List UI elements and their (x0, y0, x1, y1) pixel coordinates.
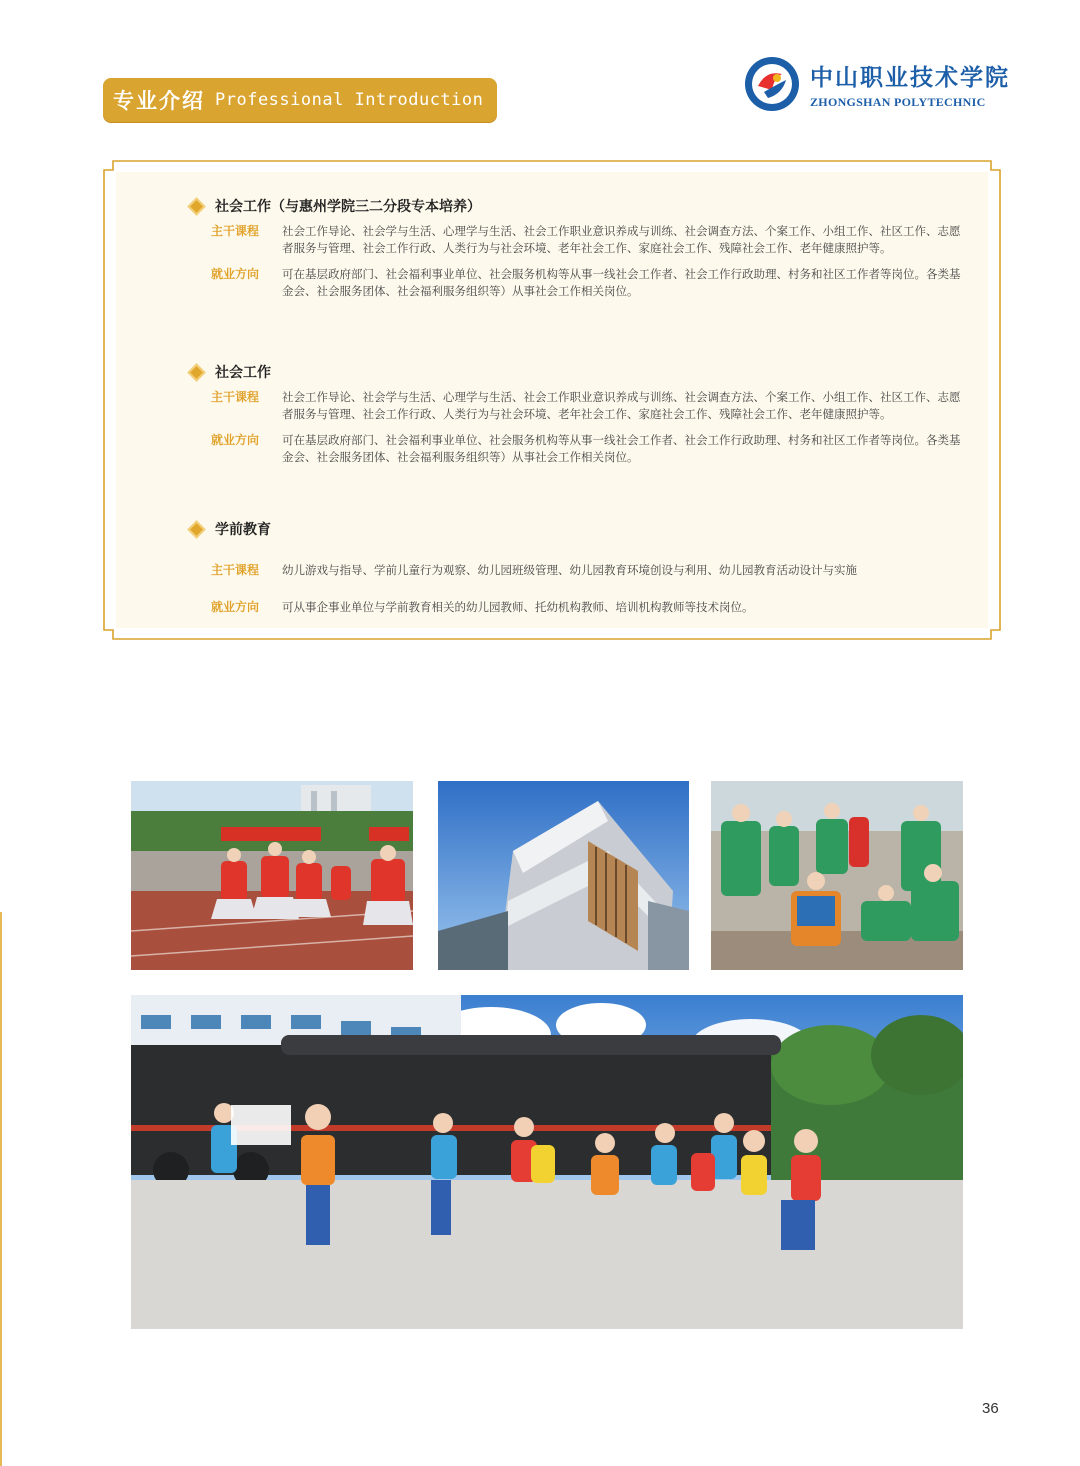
careers-label: 就业方向 (211, 599, 260, 614)
photo-children-running (131, 995, 963, 1329)
major-section-social-work (186, 361, 976, 465)
major-section-social-work-joint (186, 195, 976, 299)
college-name-en: ZHONGSHAN POLYTECHNIC (810, 94, 986, 109)
header-title-zh: 专业介绍 (113, 89, 205, 113)
careers-label: 就业方向 (211, 267, 260, 281)
courses-text: 幼儿游戏与指导、学前儿童行为观察、幼儿园班级管理、幼儿园教育环境创设与利用、幼儿园教育活动设计与实施 (282, 563, 857, 577)
school-emblem-icon (744, 56, 800, 112)
photo-cheerleading-performance (131, 781, 413, 970)
careers-text: 可从事企事业单位与学前教育相关的幼儿园教师、托幼机构教师、培训机构教师等技术岗位。 (282, 599, 754, 614)
diamond-bullet-icon (187, 363, 205, 381)
photo-campus-building (438, 781, 689, 970)
college-logo (744, 56, 1014, 112)
photo-volunteer-activity (711, 781, 963, 970)
courses-label: 主干课程 (211, 563, 260, 577)
courses-text: 社会工作导论、社会学与生活、心理学与生活、社会工作职业意识养成与训练、社会调查方法、个案工作、小组工作、社区工作、志愿者服务与管理、社会工作行政、人类行为与社会环境、老年社会工作、家庭社会工作、残障社会工作、老年健康照护等。 (282, 224, 961, 255)
careers-text: 可在基层政府部门、社会福利事业单位、社会服务机构等从事一线社会工作者、社会工作行政助理、村务和社区工作者等岗位。各类基金会、社会服务团体、社会福利服务组织等）从事社会工作相关岗位。 (282, 433, 961, 464)
courses-text: 社会工作导论、社会学与生活、心理学与生活、社会工作职业意识养成与训练、社会调查方法、个案工作、小组工作、社区工作、志愿者服务与管理、社会工作行政、人类行为与社会环境、老年社会工作、家庭社会工作、残障社会工作、老年健康照护等。 (282, 390, 961, 421)
page-number: 36 (982, 1400, 999, 1417)
college-name-zh: 中山职业技术学院 (810, 63, 1010, 91)
header-title-en: Professional Introduction (215, 90, 484, 110)
section-header-banner (103, 78, 497, 122)
major-title: 社会工作（与惠州学院三二分段专本培养） (215, 199, 481, 215)
major-title: 社会工作 (215, 365, 271, 381)
careers-label: 就业方向 (211, 433, 260, 447)
courses-label: 主干课程 (211, 390, 260, 404)
left-edge-strip (0, 912, 2, 1466)
diamond-bullet-icon (187, 520, 205, 538)
courses-label: 主干课程 (211, 224, 260, 238)
careers-text: 可在基层政府部门、社会福利事业单位、社会服务机构等从事一线社会工作者、社会工作行政助理、村务和社区工作者等岗位。各类基金会、社会服务团体、社会福利服务组织等）从事社会工作相关岗位。 (282, 267, 961, 298)
diamond-bullet-icon (187, 197, 205, 215)
major-title: 学前教育 (215, 522, 271, 538)
major-section-preschool-education (186, 518, 976, 615)
